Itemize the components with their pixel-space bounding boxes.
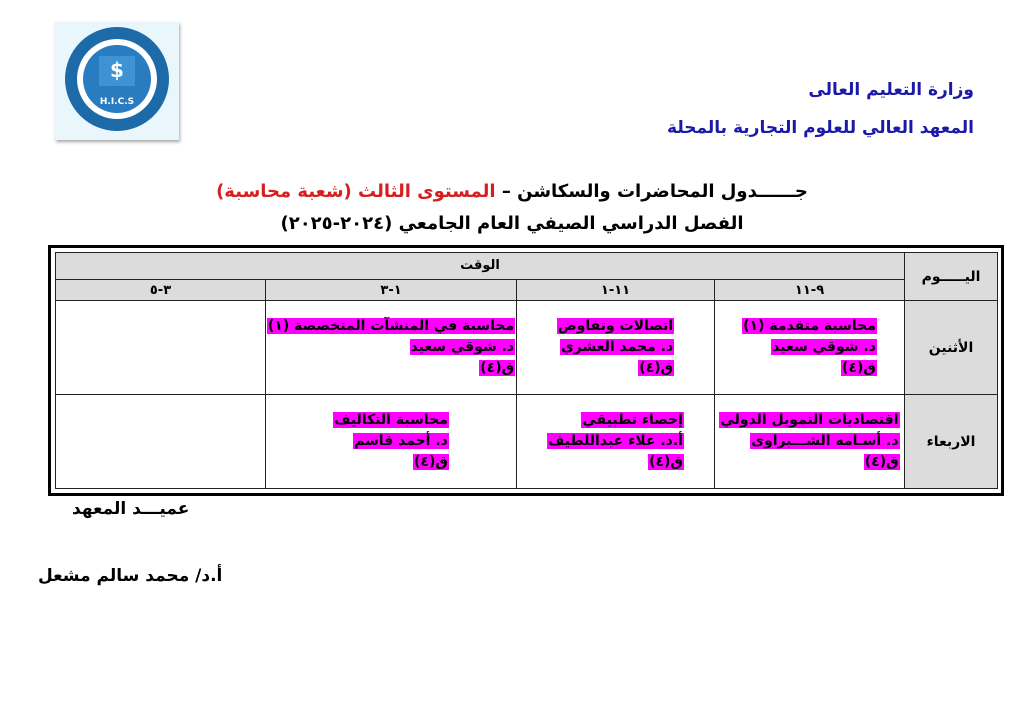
schedule-title [0, 181, 1024, 202]
day-header: اليـــــوم [905, 253, 998, 301]
instructor-name: د. محمد العشري [560, 339, 674, 356]
slot-header: ١١-١ [517, 279, 715, 301]
schedule-title-level: المستوى الثالث (شعبة محاسبة) [216, 181, 496, 202]
instructor-name: أ.د. علاء عبداللطيف [548, 433, 683, 450]
schedule-table [55, 252, 998, 489]
schedule-cell [266, 395, 517, 489]
schedule-cell [715, 301, 905, 395]
schedule-cell [266, 301, 517, 395]
room-label: ق(٤) [480, 360, 515, 377]
time-header: الوقت [56, 253, 905, 280]
schedule-cell-empty [56, 395, 266, 489]
schedule-cell [517, 395, 715, 489]
course-name: محاسبة التكاليف [334, 412, 448, 429]
instructor-name: د. شوقي سعيد [772, 339, 876, 356]
dean-name: أ.د/ محمد سالم مشعل [38, 566, 223, 586]
room-label: ق(٤) [842, 360, 876, 377]
dean-title: عميـــد المعهد [72, 499, 190, 519]
room-label: ق(٤) [649, 454, 683, 471]
slot-header: ٩-١١ [715, 279, 905, 301]
course-name: محاسبة في المنشآت المتخصصة (١) [267, 318, 515, 335]
semester-title: الفصل الدراسي الصيفي العام الجامعي (٢٠٢٤-٢٠٢٥) [280, 213, 744, 234]
instructor-name: د. أسـامه الشـــبراوى [751, 433, 899, 450]
logo-emblem-icon [55, 22, 179, 140]
slot-header: ٣-٥ [56, 279, 266, 301]
institute-name: المعهد العالي للعلوم التجارية بالمحلة [667, 118, 974, 138]
course-name: اتصالات وتفاوض [557, 318, 674, 335]
course-name: اقتصاديات التمويل الدولي [720, 412, 899, 429]
course-name: محاسبة متقدمة (١) [743, 318, 876, 335]
room-label: ق(٤) [413, 454, 448, 471]
svg-text:H.I.C.S: H.I.C.S [99, 97, 135, 107]
room-label: ق(٤) [864, 454, 899, 471]
institute-logo [55, 22, 179, 140]
day-label: الأثنين [905, 301, 998, 395]
day-label: الاربعاء [905, 395, 998, 489]
schedule-cell [517, 301, 715, 395]
svg-text:$: $ [110, 58, 124, 82]
instructor-name: د. أحمد قاسم [354, 433, 448, 450]
slot-header: ١-٣ [266, 279, 517, 301]
schedule-cell-empty [56, 301, 266, 395]
course-name: إحصاء تطبيقي [582, 412, 683, 429]
schedule-cell [715, 395, 905, 489]
instructor-name: د. شوقي سعيد [410, 339, 515, 356]
schedule-table-frame [48, 245, 1004, 496]
ministry-name: وزارة التعليم العالى [808, 80, 974, 100]
schedule-title-prefix: جــــــدول المحاضرات والسكاشن – [501, 181, 808, 202]
room-label: ق(٤) [639, 360, 674, 377]
